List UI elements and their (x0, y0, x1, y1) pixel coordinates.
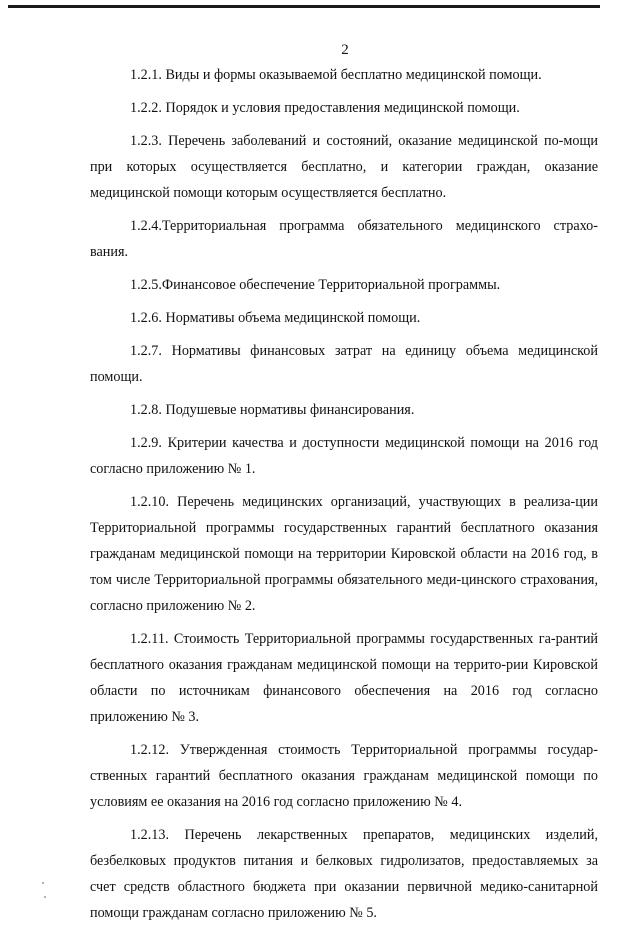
paragraph-1-2-11: 1.2.11. Стоимость Территориальной программы государственных га-рантий бесплатного оказания гражданам медицинской помощи на террито-рии Кировской области по источникам финансового обеспечения на 2016 год согласно приложению № 3. (90, 631, 598, 725)
scan-speck (44, 896, 46, 898)
paragraph-1-2-9: 1.2.9. Критерии качества и доступности медицинской помощи на 2016 год согласно приложению № 1. (90, 435, 598, 477)
paragraph-1-2-8: 1.2.8. Подушевые нормативы финансирования. (130, 402, 415, 418)
top-border-line (8, 5, 600, 8)
page-number: 2 (341, 42, 349, 58)
paragraph-1-2-1: 1.2.1. Виды и формы оказываемой бесплатно медицинской помощи. (130, 67, 542, 83)
document-body (90, 62, 598, 933)
paragraph-1-2-4: 1.2.4.Территориальная программа обязательного медицинского страхо-вания. (90, 218, 598, 260)
paragraph-1-2-6: 1.2.6. Нормативы объема медицинской помощи. (130, 310, 421, 326)
paragraph-1-2-10: 1.2.10. Перечень медицинских организаций, участвующих в реализа-ции Территориальной программы государственных гарантий бесплатного оказания гражданам медицинской помощи на территории Кировской области на 2016 год, в том числе Территориальной программы обязательного меди-цинского страхования, согласно приложению № 2. (90, 494, 598, 614)
paragraph-1-2-7: 1.2.7. Нормативы финансовых затрат на единицу объема медицинской помощи. (90, 343, 598, 385)
paragraph-1-2-12: 1.2.12. Утвержденная стоимость Территориальной программы государ-ственных гарантий бесплатного оказания гражданам медицинской помощи по условиям ее оказания на 2016 год согласно приложению № 4. (90, 742, 598, 810)
paragraph-1-2-2: 1.2.2. Порядок и условия предоставления медицинской помощи. (130, 100, 520, 116)
paragraph-1-2-13: 1.2.13. Перечень лекарственных препаратов, медицинских изделий, безбелковых продуктов питания и белковых гидролизатов, предоставляемых за счет средств областного бюджета при оказании первичной медико-санитарной помощи гражданам согласно приложению № 5. (90, 827, 598, 921)
paragraph-1-2-5: 1.2.5.Финансовое обеспечение Территориальной программы. (130, 277, 501, 293)
scan-speck (42, 882, 44, 884)
paragraph-1-2-3: 1.2.3. Перечень заболеваний и состояний, оказание медицинской по-мощи при которых осуществляется бесплатно, и категории граждан, оказание медицинской помощи которым осуществляется бесплатно. (90, 133, 598, 201)
